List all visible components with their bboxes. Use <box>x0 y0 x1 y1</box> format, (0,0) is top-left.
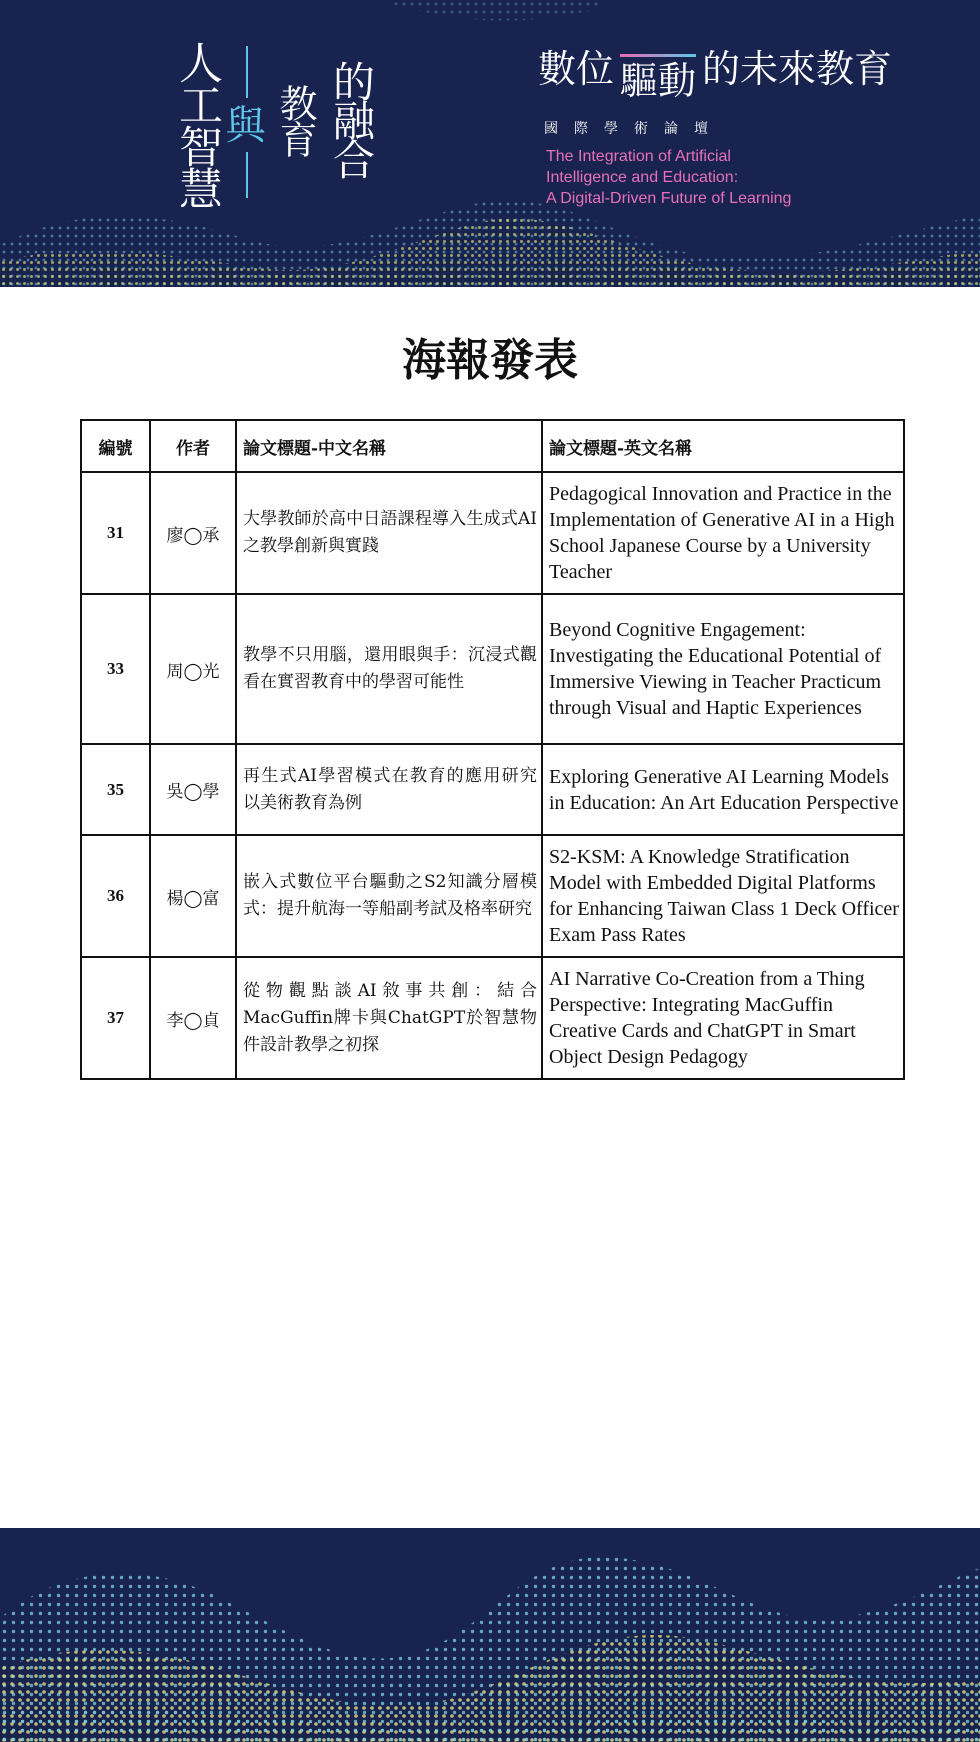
table-row <box>81 835 904 957</box>
english-title-line: Intelligence and Education: <box>546 169 739 186</box>
header-author: 作者 <box>150 420 236 472</box>
english-title <box>546 146 791 209</box>
paper-title-zh: 教學不只用腦，還用眼與手：沉浸式觀看在實習教育中的學習可能性 <box>236 594 542 744</box>
paper-number: 33 <box>81 594 150 744</box>
paper-number: 36 <box>81 835 150 957</box>
brand-title-part2: 驅動 <box>620 59 697 103</box>
paper-title-en: AI Narrative Co-Creation from a Thing Perspective: Integrating MacGuffin Creative Cards and ChatGPT in Smart Object Design Pedagogy <box>542 957 904 1079</box>
forum-subtitle: 國際學術論壇 <box>544 121 724 137</box>
vertical-title-integration: 的融合 <box>327 60 376 177</box>
table-row <box>81 957 904 1079</box>
paper-number: 31 <box>81 472 150 594</box>
paper-author: 李◯貞 <box>150 957 236 1079</box>
paper-title-en: Beyond Cognitive Engagement: Investigating the Educational Potential of Immersive Viewing in Teacher Practicum through Visual and Haptic Experiences <box>542 594 904 744</box>
paper-number: 37 <box>81 957 150 1079</box>
paper-author: 廖◯承 <box>150 472 236 594</box>
table-row <box>81 472 904 594</box>
page-title: 海報發表 <box>402 335 578 386</box>
paper-title-en: Exploring Generative AI Learning Models in Education: An Art Education Perspective <box>542 744 904 835</box>
vertical-title-ai: 人工智慧 <box>171 40 222 208</box>
table-row <box>81 744 904 835</box>
paper-author: 楊◯富 <box>150 835 236 957</box>
brand-title-part3: 的未來教育 <box>702 47 893 91</box>
vertical-divider-top <box>246 46 248 98</box>
vertical-title-and: 與 <box>219 104 265 144</box>
paper-author: 吳◯學 <box>150 744 236 835</box>
footer-banner <box>0 1528 980 1742</box>
paper-number: 35 <box>81 744 150 835</box>
particle-wave-decoration <box>0 1528 980 1742</box>
conference-banner <box>0 0 980 287</box>
particle-wave-decoration <box>0 0 980 287</box>
paper-title-zh: 從物觀點談AI敘事共創：結合MacGuffin牌卡與ChatGPT於智慧物件設計教學之初探 <box>236 957 542 1079</box>
forum-brand-title <box>538 47 893 103</box>
header-number: 編號 <box>81 420 150 472</box>
header-title-en: 論文標題-英文名稱 <box>542 420 904 472</box>
english-title-line: The Integration of Artificial <box>546 148 731 165</box>
paper-author: 周◯光 <box>150 594 236 744</box>
vertical-title-education: 教育 <box>273 84 317 156</box>
paper-title-zh: 再生式AI學習模式在教育的應用研究 以美術教育為例 <box>236 744 542 835</box>
brand-title-part1: 數位 <box>538 47 615 91</box>
paper-title-en: S2-KSM: A Knowledge Stratification Model with Embedded Digital Platforms for Enhancing Taiwan Class 1 Deck Officer Exam Pass Rates <box>542 835 904 957</box>
english-title-line: A Digital-Driven Future of Learning <box>546 190 792 207</box>
paper-title-zh: 嵌入式數位平台驅動之S2知識分層模式：提升航海一等船副考試及格率研究 <box>236 835 542 957</box>
table-header-row <box>81 420 904 472</box>
header-title-zh: 論文標題-中文名稱 <box>236 420 542 472</box>
poster-table <box>80 419 905 1080</box>
paper-title-zh: 大學教師於高中日語課程導入生成式AI之教學創新與實踐 <box>236 472 542 594</box>
table-row <box>81 594 904 744</box>
vertical-divider-bottom <box>246 152 248 198</box>
paper-title-en: Pedagogical Innovation and Practice in the Implementation of Generative AI in a High School Japanese Course by a University Teacher <box>542 472 904 594</box>
